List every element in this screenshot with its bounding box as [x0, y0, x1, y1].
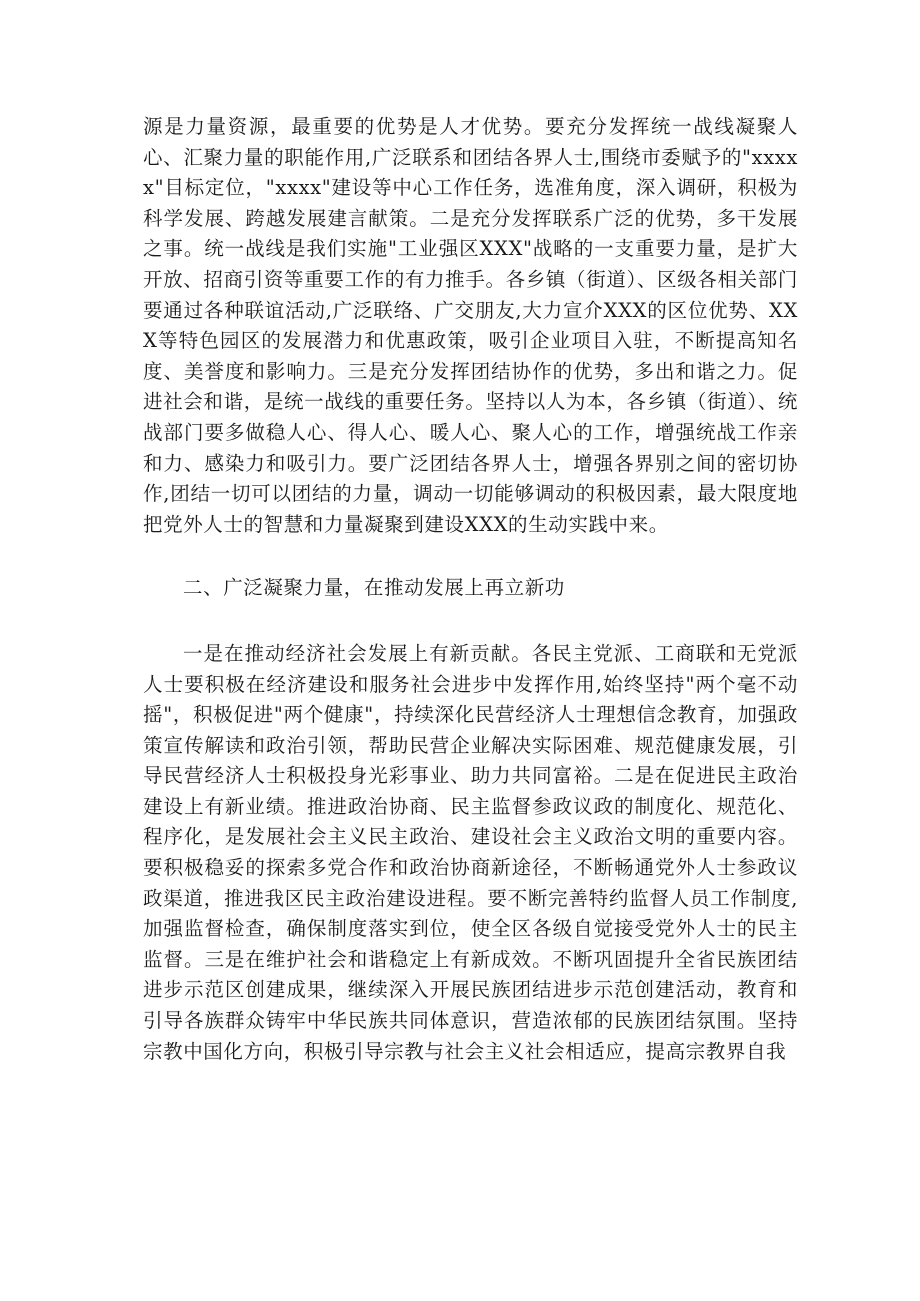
body-paragraph-continued: 源是力量资源，最重要的优势是人才优势。要充分发挥统一战线凝聚人心、汇聚力量的职能作用,广泛联系和团结各界人士,围绕市委赋予的"xxxxx"目标定位，"xxxx"建设等中心工作任务，选准角度，深入调研，积极为科学发展、跨越发展建言献策。二是充分发挥联系广泛的优势，多干发展之事。统一战线是我们实施"工业强区XXX"战略的一支重要力量，是扩大开放、招商引资等重要工作的有力推手。各乡镇（街道）、区级各相关部门要通过各种联谊活动,广泛联络、广交朋友,大力宣介XXX的区位优势、XXX等特色园区的发展潜力和优惠政策，吸引企业项目入驻，不断提高知名度、美誉度和影响力。三是充分发挥团结协作的优势，多出和谐之力。促进社会和谐，是统一战线的重要任务。坚持以人为本，各乡镇（街道）、统战部门要多做稳人心、得人心、暖人心、聚人心的工作，增强统战工作亲和力、感染力和吸引力。要广泛团结各界人士，增强各界别之间的密切协作,团结一切可以团结的力量，调动一切能够调动的积极因素，最大限度地把党外人士的智慧和力量凝聚到建设XXX的生动实践中来。	[143, 115, 798, 536]
document-page	[143, 112, 798, 1067]
body-paragraph: 一是在推动经济社会发展上有新贡献。各民主党派、工商联和无党派人士要积极在经济建设和服务社会进步中发挥作用,始终坚持"两个毫不动摇"，积极促进"两个健康"，持续深化民营经济人士理想信念教育，加强政策宣传解读和政治引领，帮助民营企业解决实际困难、规范健康发展，引导民营经济人士积极投身光彩事业、助力共同富裕。二是在促进民主政治建设上有新业绩。推进政治协商、民主监督参政议政的制度化、规范化、程序化，是发展社会主义民主政治、建设社会主义政治文明的重要内容。要积极稳妥的探索多党合作和政治协商新途径，不断畅通党外人士参政议政渠道，推进我区民主政治建设进程。要不断完善特约监督人员工作制度,加强监督检查，确保制度落实到位，使全区各级自觉接受党外人士的民主监督。三是在维护社会和谐稳定上有新成效。不断巩固提升全省民族团结进步示范区创建成果，继续深入开展民族团结进步示范创建活动，教育和引导各族群众铸牢中华民族共同体意识，营造浓郁的民族团结氛围。坚持宗教中国化方向，积极引导宗教与社会主义社会相适应，提高宗教界自我	[143, 641, 798, 1063]
section-heading: 二、广泛凝聚力量，在推动发展上再立新功	[183, 576, 565, 600]
spacer	[143, 604, 798, 639]
spacer	[143, 540, 798, 573]
